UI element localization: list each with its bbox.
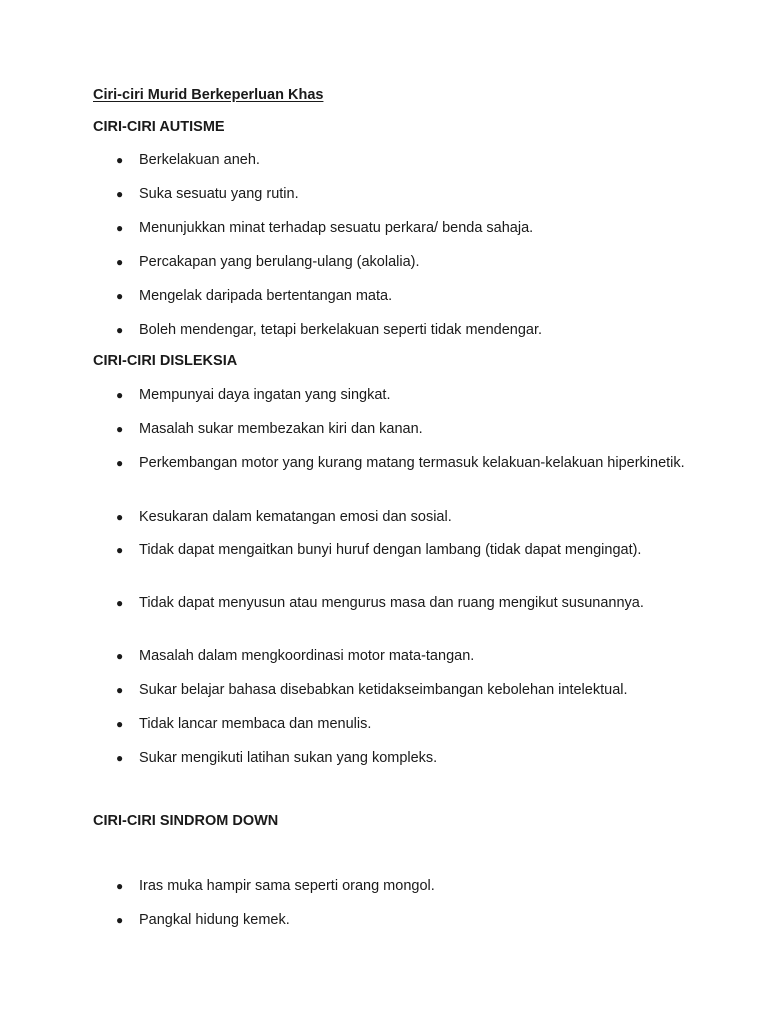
- bullet-icon: ●: [116, 543, 124, 557]
- list-item-text: Iras muka hampir sama seperti orang mongol.: [139, 878, 435, 894]
- list-item-text: Menunjukkan minat terhadap sesuatu perkara/ benda sahaja.: [139, 220, 534, 236]
- section-heading-sindrom-down: CIRI-CIRI SINDROM DOWN: [93, 813, 279, 829]
- bullet-icon: ●: [116, 255, 124, 269]
- list-item-text: Pangkal hidung kemek.: [139, 912, 290, 928]
- list-item: [116, 150, 699, 170]
- bullet-icon: ●: [116, 153, 124, 167]
- list-item: [116, 540, 699, 560]
- list-item-text: Tidak dapat menyusun atau mengurus masa dan ruang mengikut susunannya.: [139, 595, 644, 611]
- list-item-text: Kesukaran dalam kematangan emosi dan sosial.: [139, 509, 452, 525]
- bullet-icon: ●: [116, 422, 124, 436]
- list-item: [116, 184, 699, 204]
- list-item-text: Berkelakuan aneh.: [139, 152, 260, 168]
- list-item-text: Percakapan yang berulang-ulang (akolalia).: [139, 254, 420, 270]
- bullet-icon: ●: [116, 456, 124, 470]
- list-item: [116, 748, 699, 768]
- list-item: [116, 593, 699, 613]
- list-item-text: Mengelak daripada bertentangan mata.: [139, 288, 393, 304]
- list-item: [116, 876, 699, 896]
- bullet-icon: ●: [116, 596, 124, 610]
- list-item: [116, 646, 699, 666]
- bullet-icon: ●: [116, 323, 124, 337]
- list-item: [116, 419, 699, 439]
- list-item-text: Perkembangan motor yang kurang matang termasuk kelakuan-kelakuan hiperkinetik.: [139, 455, 685, 471]
- bullet-icon: ●: [116, 751, 124, 765]
- section-heading-autisme: CIRI-CIRI AUTISME: [93, 119, 225, 135]
- list-item-text: Suka sesuatu yang rutin.: [139, 186, 299, 202]
- bullet-icon: ●: [116, 187, 124, 201]
- list-item-text: Tidak lancar membaca dan menulis.: [139, 716, 372, 732]
- bullet-icon: ●: [116, 879, 124, 893]
- bullet-icon: ●: [116, 649, 124, 663]
- bullet-icon: ●: [116, 388, 124, 402]
- list-item-text: Sukar mengikuti latihan sukan yang kompleks.: [139, 750, 438, 766]
- list-item: [116, 680, 699, 700]
- bullet-icon: ●: [116, 510, 124, 524]
- bullet-icon: ●: [116, 683, 124, 697]
- list-item-text: Masalah dalam mengkoordinasi motor mata-tangan.: [139, 648, 475, 664]
- document-title: Ciri-ciri Murid Berkeperluan Khas: [93, 87, 324, 103]
- bullet-icon: ●: [116, 221, 124, 235]
- list-item: [116, 320, 699, 340]
- list-item-text: Masalah sukar membezakan kiri dan kanan.: [139, 421, 423, 437]
- list-item: [116, 453, 699, 473]
- list-item-text: Boleh mendengar, tetapi berkelakuan seperti tidak mendengar.: [139, 322, 543, 338]
- list-item: [116, 385, 699, 405]
- list-item: [116, 507, 699, 527]
- bullet-icon: ●: [116, 717, 124, 731]
- list-item: [116, 286, 699, 306]
- section-heading-disleksia: CIRI-CIRI DISLEKSIA: [93, 353, 238, 369]
- list-item: [116, 714, 699, 734]
- list-item: [116, 252, 699, 272]
- list-item-text: Tidak dapat mengaitkan bunyi huruf dengan lambang (tidak dapat mengingat).: [139, 542, 642, 558]
- list-item-text: Sukar belajar bahasa disebabkan ketidakseimbangan kebolehan intelektual.: [139, 682, 628, 698]
- bullet-icon: ●: [116, 913, 124, 927]
- list-item-text: Mempunyai daya ingatan yang singkat.: [139, 387, 391, 403]
- list-item: [116, 218, 699, 238]
- list-item: [116, 910, 699, 930]
- bullet-icon: ●: [116, 289, 124, 303]
